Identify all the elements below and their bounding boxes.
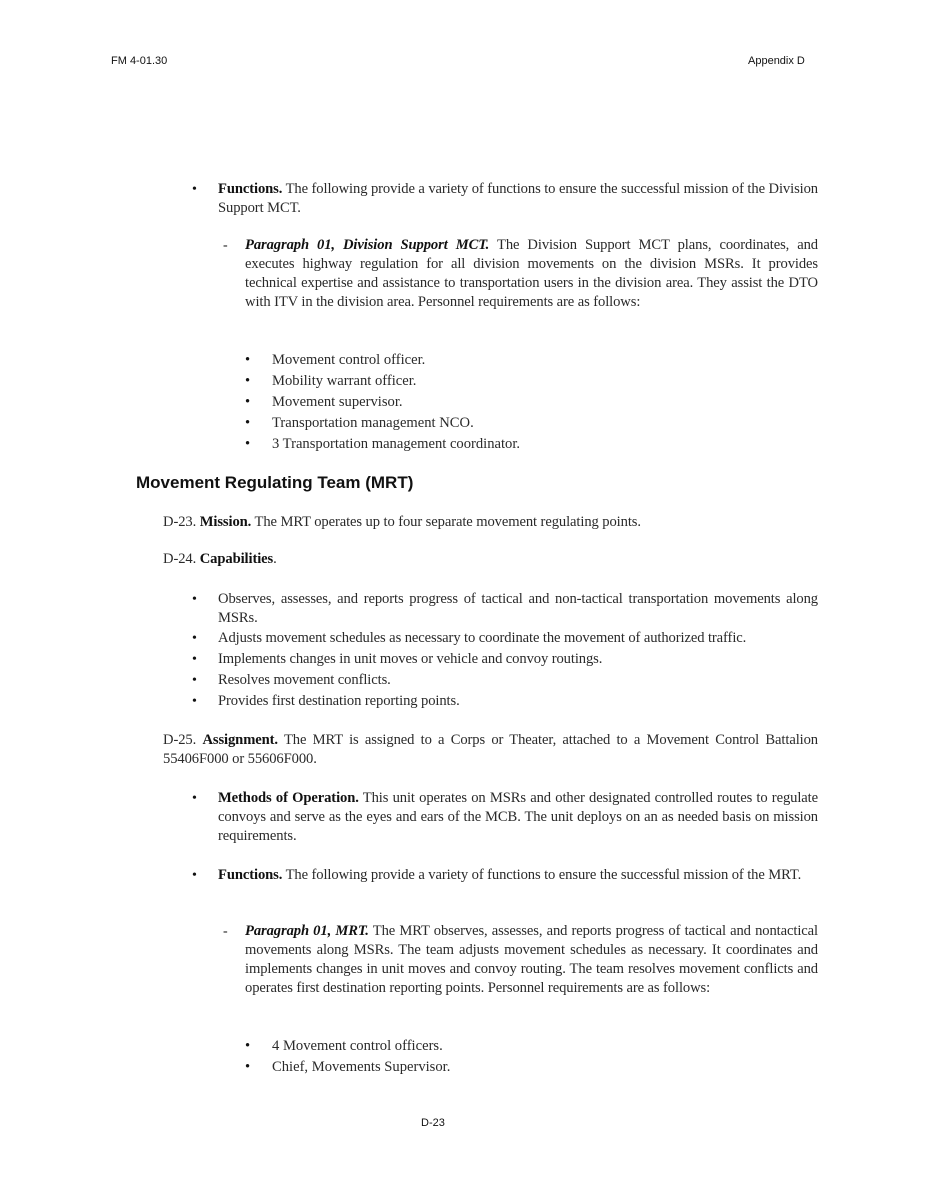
d25-paragraph	[163, 731, 818, 769]
mct-personnel-list	[245, 350, 521, 455]
methods-text: This unit operates on MSRs and other designated controlled routes to regulate convoys and serve as the eyes and ears of the MCB. The unit deploys on an as needed basis on mission requirements.	[218, 790, 819, 844]
page-number: D-23	[421, 1117, 445, 1129]
functions-mrt-lead: Functions.	[218, 867, 283, 883]
capability-item: Provides first destination reporting points.	[218, 693, 460, 709]
paragraph-number: D-25.	[163, 732, 197, 748]
paragraph-number: D-23.	[163, 514, 197, 530]
functions-mct-lead: Functions.	[218, 181, 283, 197]
capability-item: Implements changes in unit moves or vehicle and convoy routings.	[218, 651, 603, 667]
para-mct-paragraph	[245, 236, 818, 312]
para-mct-lead: Paragraph 01, Division Support MCT.	[245, 237, 490, 253]
section-heading: Movement Regulating Team (MRT)	[136, 473, 414, 492]
d24-paragraph: D-24. Capabilities.	[163, 551, 277, 567]
para-mrt-lead: Paragraph 01, MRT.	[245, 923, 369, 939]
bullet-icon: •	[192, 673, 197, 688]
capability-item: Adjusts movement schedules as necessary to coordinate the movement of authorized traffic.	[218, 630, 747, 646]
functions-mct-paragraph	[218, 180, 818, 218]
d23-paragraph	[163, 513, 818, 532]
header-manual-id: FM 4-01.30	[111, 55, 168, 67]
list-item: • Movement supervisor.	[272, 392, 520, 413]
bullet-icon: •	[192, 868, 197, 883]
capability-item: Observes, assesses, and reports progress of tactical and non-tactical transportation movements along MSRs.	[218, 591, 818, 626]
bullet-icon: •	[192, 791, 197, 806]
list-item: • Mobility warrant officer.	[272, 371, 520, 392]
bullet-icon: •	[192, 652, 197, 667]
bullet-icon: •	[192, 592, 197, 607]
bullet-icon: •	[245, 373, 251, 389]
bullet-icon: •	[192, 182, 197, 197]
dash-icon: -	[223, 924, 228, 939]
bullet-icon: •	[192, 694, 197, 709]
d23-text: The MRT operates up to four separate movement regulating points.	[251, 514, 641, 530]
list-item: • 4 Movement control officers.	[272, 1036, 450, 1057]
bullet-icon: •	[245, 1038, 251, 1054]
bullet-icon: •	[245, 394, 251, 410]
d24-lead: Capabilities	[199, 551, 274, 567]
d25-lead: Assignment.	[202, 732, 278, 748]
bullet-icon: •	[192, 631, 197, 646]
list-item: • Transportation management NCO.	[272, 413, 520, 434]
bullet-icon: •	[245, 1059, 251, 1075]
list-item: • Movement control officer.	[272, 350, 520, 371]
capability-item: Resolves movement conflicts.	[218, 672, 391, 688]
list-item: • 3 Transportation management coordinator.	[272, 434, 520, 455]
d23-lead: Mission.	[199, 514, 252, 530]
functions-mct-text: The following provide a variety of functions to ensure the successful mission of the Division Support MCT.	[218, 181, 818, 216]
mrt-personnel-list	[245, 1036, 451, 1078]
bullet-icon: •	[245, 415, 251, 431]
bullet-icon: •	[245, 436, 251, 452]
list-item: • Chief, Movements Supervisor.	[272, 1057, 450, 1078]
para-mrt-paragraph	[245, 922, 818, 998]
para-mrt-text: The MRT observes, assesses, and reports progress of tactical and nontactical movements along MSRs. The team adjusts movement schedules as necessary. It coordinates and implements changes in unit moves and convoy routing. The team resolves movement conflicts and operates first destination reporting points. Personnel requirements are as follows:	[245, 923, 819, 996]
functions-mrt-text: The following provide a variety of functions to ensure the successful mission of the MRT.	[282, 867, 802, 883]
methods-lead: Methods of Operation.	[218, 790, 359, 806]
header-appendix: Appendix D	[748, 55, 805, 67]
d25-text: The MRT is assigned to a Corps or Theater, attached to a Movement Control Battalion 55406F000 or 55606F000.	[163, 732, 818, 767]
functions-mrt-paragraph	[218, 866, 818, 885]
paragraph-number: D-24.	[163, 551, 197, 567]
bullet-icon: •	[245, 352, 251, 368]
dash-icon: -	[223, 238, 228, 253]
para-mct-text: The Division Support MCT plans, coordinates, and executes highway regulation for all division movements on the division MSRs. It provides technical expertise and assistance to transportation users in the division area. They assist the DTO with ITV in the division area. Personnel requirements are as follows:	[245, 237, 819, 310]
methods-paragraph	[218, 789, 818, 846]
